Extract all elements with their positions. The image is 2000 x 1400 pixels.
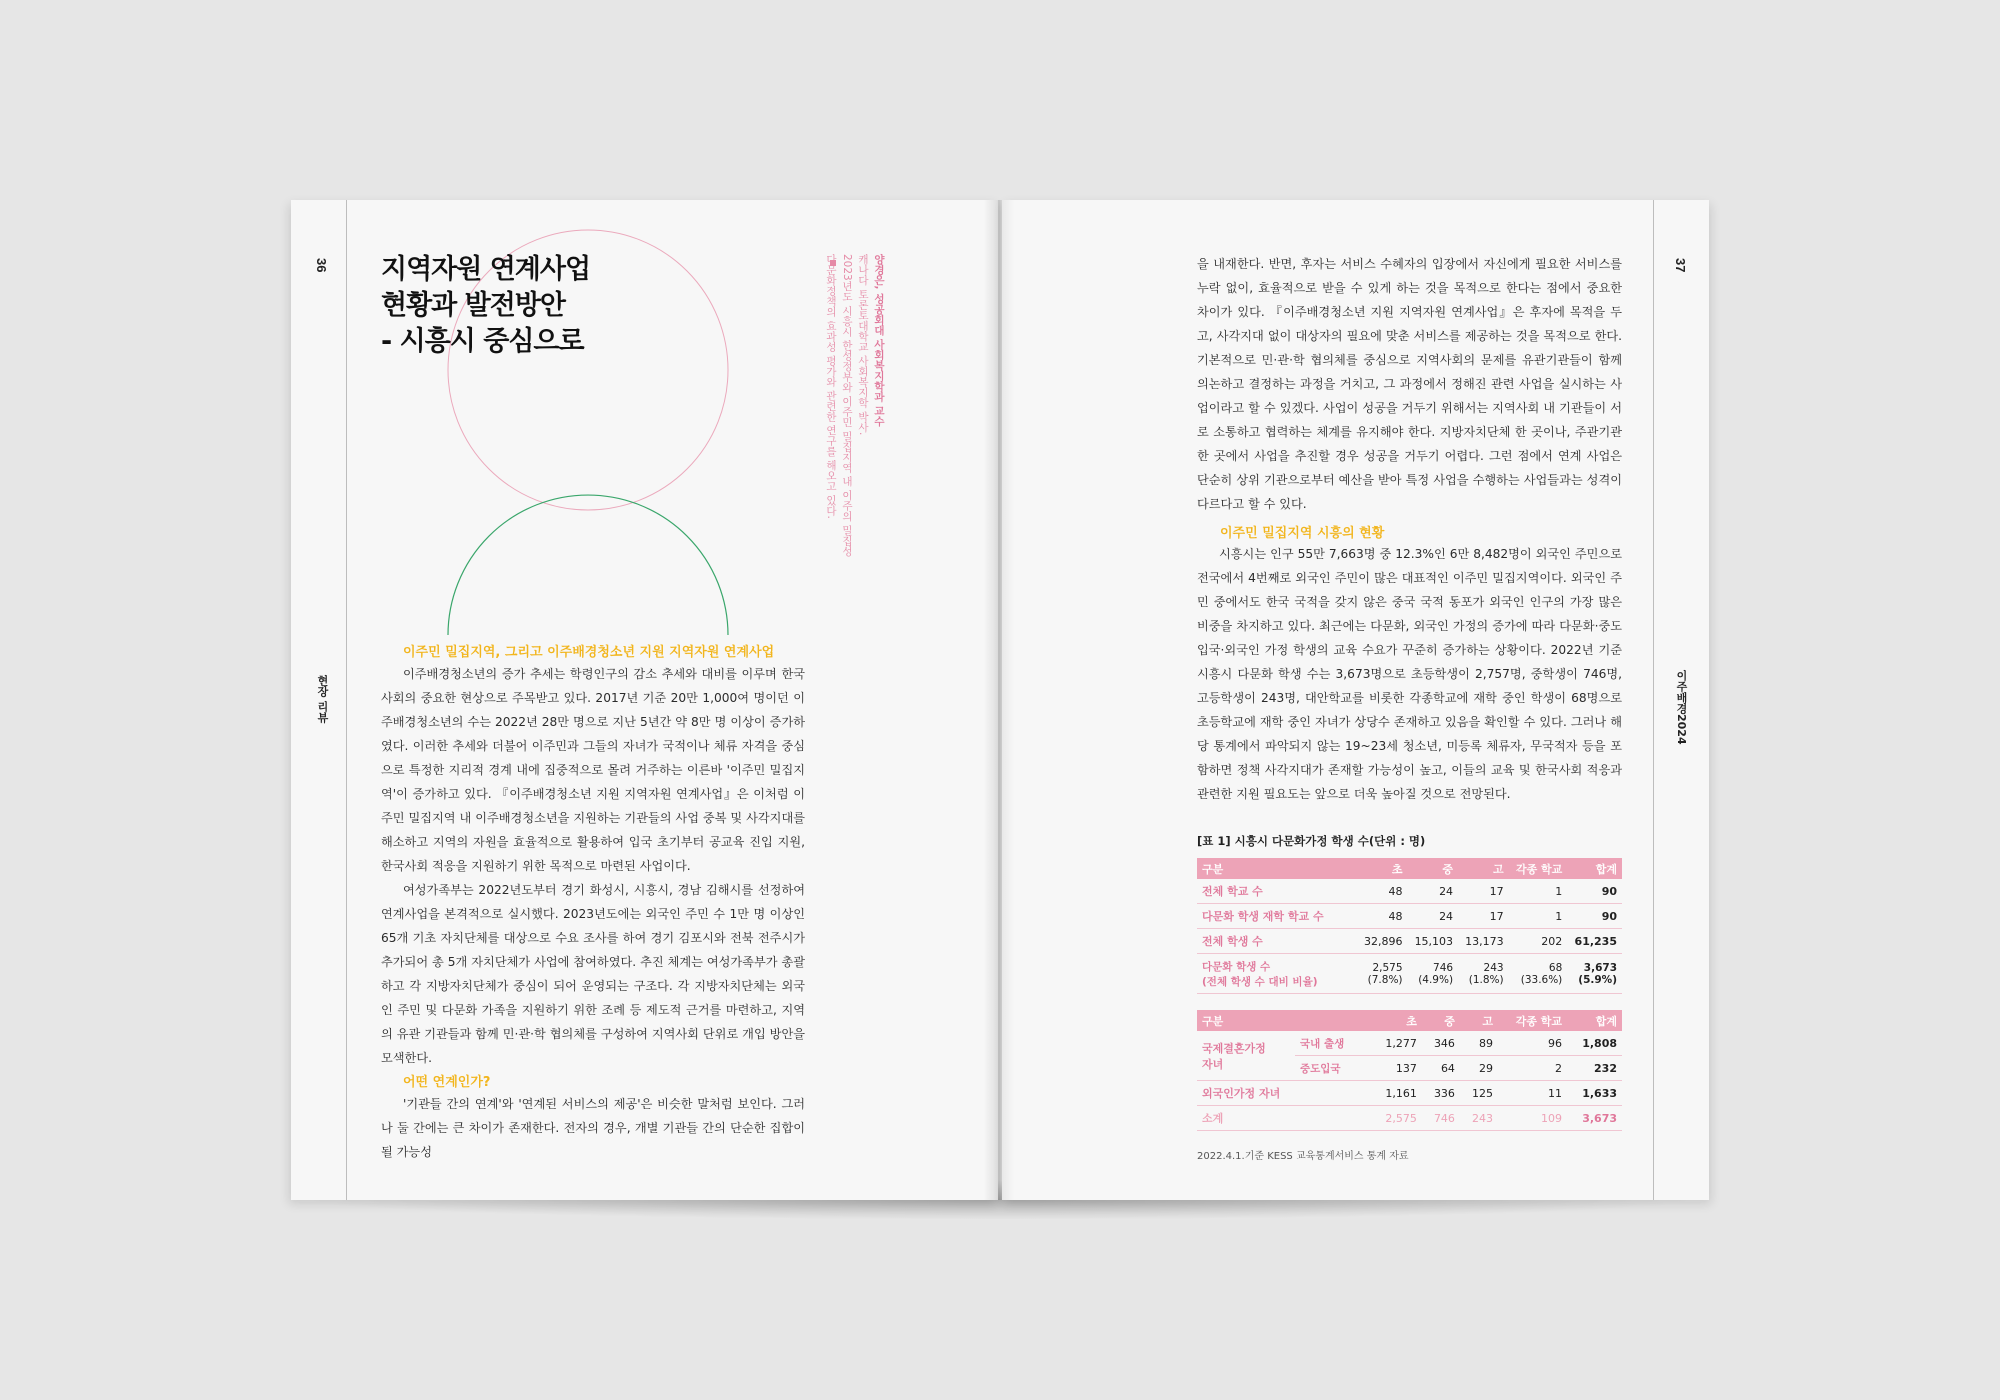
table-cell: 17 [1458, 904, 1509, 929]
header-cell: 초 [1357, 858, 1408, 879]
book-gutter [984, 200, 1014, 1200]
header-cell: 구분 [1197, 858, 1357, 879]
table-cell: 11 [1498, 1081, 1567, 1106]
table-cell: 2 [1498, 1056, 1567, 1081]
row-label-line: 다문화 학생 수 [1202, 960, 1271, 973]
cell-pct: (7.8%) [1367, 973, 1403, 986]
group-label [1197, 1031, 1295, 1081]
table-cell: 746 [1422, 1106, 1460, 1131]
cell-value: 3,673 [1583, 961, 1617, 974]
row-label: 전체 학생 수 [1197, 929, 1357, 954]
table-cell: 17 [1458, 879, 1509, 904]
data-table-bottom [1197, 1010, 1622, 1131]
cell-pct: (4.9%) [1418, 973, 1454, 986]
body-paragraph: 여성가족부는 2022년도부터 경기 화성시, 시흥시, 경남 김해시를 선정하여 연계사업을 본격적으로 실시했다. 2023년도에는 외국인 주민 수 1만 명 이상인 65개 기초 자치단체를 대상으로 수요 조사를 하여 경기 김포시와 전북 전주시가 추가되어 총 5개 자치단체가 사업에 참여하였다. 추진 체계는 여성가족부가 총괄하고 각 지방자치단체가 중심이 되어 운영되는 구조다. 각 지방자치단체는 외국인 주민 및 다문화 가족을 지원하기 위한 조례 등 제도적 근거를 마련하고, 지역의 유관 기관들과 함께 민·관·학 협의체를 구성하여 지역사회 단위로 개입 방안을 모색한다. [381, 883, 805, 1065]
table-cell: 137 [1371, 1056, 1422, 1081]
table-header-row [1197, 858, 1622, 879]
row-label: 소계 [1197, 1106, 1371, 1131]
cell-pct: (33.6%) [1520, 973, 1563, 986]
header-cell: 초 [1371, 1010, 1422, 1031]
header-cell: 각종 학교 [1509, 858, 1568, 879]
header-cell: 중 [1408, 858, 1459, 879]
sub-row-label: 중도입국 [1295, 1056, 1371, 1081]
table-cell [1357, 954, 1408, 994]
sub-row-label: 국내 출생 [1295, 1031, 1371, 1056]
table-cell-total [1567, 954, 1622, 994]
header-cell: 고 [1458, 858, 1509, 879]
table-cell: 64 [1422, 1056, 1460, 1081]
table-row [1197, 879, 1622, 904]
table-cell: 243 [1460, 1106, 1498, 1131]
row-label: 다문화 학생 재학 학교 수 [1197, 904, 1357, 929]
section-heading: 어떤 연계인가? [403, 1075, 491, 1090]
header-cell: 중 [1422, 1010, 1460, 1031]
table-cell: 29 [1460, 1056, 1498, 1081]
table-row [1197, 954, 1622, 994]
table-cell: 24 [1408, 904, 1459, 929]
section-heading: 이주민 밀집지역 시흥의 현황 [1220, 526, 1385, 541]
cell-pct: (5.9%) [1578, 973, 1617, 986]
table-cell: 202 [1509, 929, 1568, 954]
table-cell [1458, 954, 1509, 994]
cell-pct: (1.8%) [1468, 973, 1504, 986]
data-table-top [1197, 858, 1622, 994]
table-cell: 125 [1460, 1081, 1498, 1106]
table-cell: 48 [1357, 879, 1408, 904]
table-cell-total: 61,235 [1567, 929, 1622, 954]
table-cell-total: 90 [1567, 879, 1622, 904]
body-paragraph: 을 내재한다. 반면, 후자는 서비스 수혜자의 입장에서 자신에게 필요한 서비스를 누락 없이, 효율적으로 받을 수 있게 하는 것을 목적으로 한다는 점에서 중요한 차이가 있다. 『이주배경청소년 지원 지역자원 연계사업』은 후자에 목적을 두고, 사각지대 없이 대상자의 필요에 맞춘 서비스를 제공하는 것을 목적으로 한다. 기본적으로 민·관·학 협의체를 중심으로 지역사회의 문제를 유관기관들이 함께 의논하고 결정하는 과정을 거치고, 그 과정에서 정해진 관련 사업을 실시하는 사업이라고 할 수 있겠다. 사업이 성공을 거두기 위해서는 지역사회 내 기관들이 서로 소통하고 협력하는 체계를 유지해야 한다. 지방자치단체 한 곳이나, 주관기관 한 곳에서 사업을 추진할 경우 성공을 거두기 어렵다. 그런 점에서 연계 사업은 단순히 상위 기관으로부터 예산을 받아 특정 사업을 수행하는 사업들과는 성격이 다르다고 할 수 있다. [1197, 257, 1622, 511]
title-line: 현황과 발전방안 [381, 290, 565, 321]
right-page [1002, 200, 1709, 1200]
table-cell: 1 [1509, 879, 1568, 904]
table-cell [1509, 954, 1568, 994]
header-cell: 합계 [1567, 1010, 1622, 1031]
cell-value: 2,575 [1372, 961, 1403, 974]
body-paragraph: 이주배경청소년의 증가 추세는 학령인구의 감소 추세와 대비를 이루며 한국사회의 중요한 현상으로 주목받고 있다. 2017년 기준 20만 1,000여 명이던 이주배경청소년의 수는 2022년 28만 명으로 지난 5년간 약 8만 명 이상이 증가하였다. 이러한 추세와 더불어 이주민과 그들의 자녀가 국적이나 체류 자격을 중심으로 특정한 지리적 경계 내에 집중적으로 몰려 거주하는 이른바 '이주민 밀집지역'이 증가하고 있다. 『이주배경청소년 지원 지역자원 연계사업』은 이처럼 이주민 밀집지역 내 이주배경청소년을 지원하는 기관들의 사업 중복 및 사각지대를 해소하고 지역의 자원을 효율적으로 활용하여 입국 초기부터 공교육 진입 지원, 한국사회 적응을 지원하기 위한 목적으로 마련된 사업이다. [381, 667, 805, 873]
table-cell: 48 [1357, 904, 1408, 929]
table-cell: 346 [1422, 1031, 1460, 1056]
table-row [1197, 929, 1622, 954]
table-cell-total: 3,673 [1567, 1106, 1622, 1131]
table-cell: 1,161 [1371, 1081, 1422, 1106]
table-cell-total: 90 [1567, 904, 1622, 929]
title-line: 지역자원 연계사업 [381, 254, 591, 285]
table-cell: 1 [1509, 904, 1568, 929]
page-number: 37 [1673, 258, 1688, 273]
title-line: - 시흥시 중심으로 [381, 326, 584, 357]
table-cell-total: 1,633 [1567, 1081, 1622, 1106]
table-row [1197, 1031, 1622, 1056]
left-page [291, 200, 998, 1200]
table-caption: [표 1] 시흥시 다문화가정 학생 수(단위 : 명) [1197, 834, 1426, 848]
cell-value: 68 [1548, 961, 1563, 974]
row-label: 외국인가정 자녀 [1197, 1081, 1371, 1106]
body-paragraph: 시흥시는 인구 55만 7,663명 중 12.3%인 6만 8,482명이 외국인 주민으로 전국에서 4번째로 외국인 주민이 많은 대표적인 이주민 밀집지역이다. 외국인 주민 중에서도 한국 국적을 갖지 않은 중국 국적 동포가 외국인 인구의 가장 많은 비중을 차지하고 있다. 최근에는 다문화, 외국인 가정의 증가에 따라 다문화·중도입국·외국인 가정 학생의 교육 수요가 꾸준히 증가하는 상황이다. 2022년 기준 시흥시 다문화 학생 수는 3,673명으로 초등학생이 2,757명, 중학생이 746명, 고등학생이 243명, 대안학교를 비롯한 각종학교에 재학 중인 학생이 68명으로 초등학교에 재학 중인 자녀가 상당수 존재하고 있음을 확인할 수 있다. 그러나 해당 통계에서 파악되지 않는 19~23세 청소년, 미등록 체류자, 무국적자 등을 포함하면 정책 사각지대가 존재할 가능성이 높고, 이들의 교육 및 한국사회 적응과 관련한 지원 필요도는 앞으로 더욱 높아질 것으로 전망된다. [1197, 547, 1622, 801]
row-label [1197, 954, 1357, 994]
table-cell-total: 232 [1567, 1056, 1622, 1081]
table-cell-total: 1,808 [1567, 1031, 1622, 1056]
row-label-line: (전체 학생 수 대비 비율) [1202, 975, 1318, 988]
table-cell: 32,896 [1357, 929, 1408, 954]
author-bio-line: 2023년도 시흥시 한성정부와 이주민 밀집지역 내 이주의 밀집성 [841, 254, 853, 557]
header-cell: 각종 학교 [1498, 1010, 1567, 1031]
table-cell: 1,277 [1371, 1031, 1422, 1056]
table-source: 2022.4.1.기준 KESS 교육통계서비스 통계 자료 [1197, 1151, 1409, 1162]
table-cell: 96 [1498, 1031, 1567, 1056]
table-row-subtotal [1197, 1106, 1622, 1131]
table-cell: 109 [1498, 1106, 1567, 1131]
table-cell: 89 [1460, 1031, 1498, 1056]
table-row [1197, 1081, 1622, 1106]
table-cell: 13,173 [1458, 929, 1509, 954]
table-cell [1408, 954, 1459, 994]
running-head: 현장 리뷰 [316, 675, 329, 723]
table-cell: 336 [1422, 1081, 1460, 1106]
cell-value: 746 [1433, 961, 1454, 974]
header-cell: 고 [1460, 1010, 1498, 1031]
table-cell: 24 [1408, 879, 1459, 904]
author-block [823, 254, 887, 704]
margin-rule [1653, 200, 1654, 1200]
section-heading: 이주민 밀집지역, 그리고 이주배경청소년 지원 지역자원 연계사업 [403, 645, 775, 660]
table-header-row [1197, 1010, 1622, 1031]
green-arc [448, 495, 728, 635]
table-cell: 2,575 [1371, 1106, 1422, 1131]
author-name: 양경은, 성공회대 사회복지학과 교수 [873, 254, 885, 427]
cell-value: 243 [1483, 961, 1504, 974]
table-row [1197, 904, 1622, 929]
group-label-line: 국제결혼가정 [1202, 1041, 1266, 1055]
page-number: 36 [314, 258, 329, 273]
running-head: 이주배경2024 [1675, 670, 1688, 745]
row-label: 전체 학교 수 [1197, 879, 1357, 904]
header-cell: 구분 [1197, 1010, 1371, 1031]
author-bio-line: 캐나다 토론토대학교 사회복지학 박사. [857, 254, 869, 436]
author-bio-line: 다문화정책의 효과성 평가와 관련한 연구를 해오고 있다. [825, 254, 837, 519]
table-cell: 15,103 [1408, 929, 1459, 954]
body-paragraph: '기관들 간의 연계'와 '연계된 서비스의 제공'은 비슷한 말처럼 보인다. 그러나 둘 간에는 큰 차이가 존재한다. 전자의 경우, 개별 기관들 간의 단순한 집합이 될 가능성 [381, 1097, 805, 1159]
header-cell: 합계 [1567, 858, 1622, 879]
article-title [381, 252, 681, 360]
group-label-line: 자녀 [1202, 1057, 1224, 1071]
